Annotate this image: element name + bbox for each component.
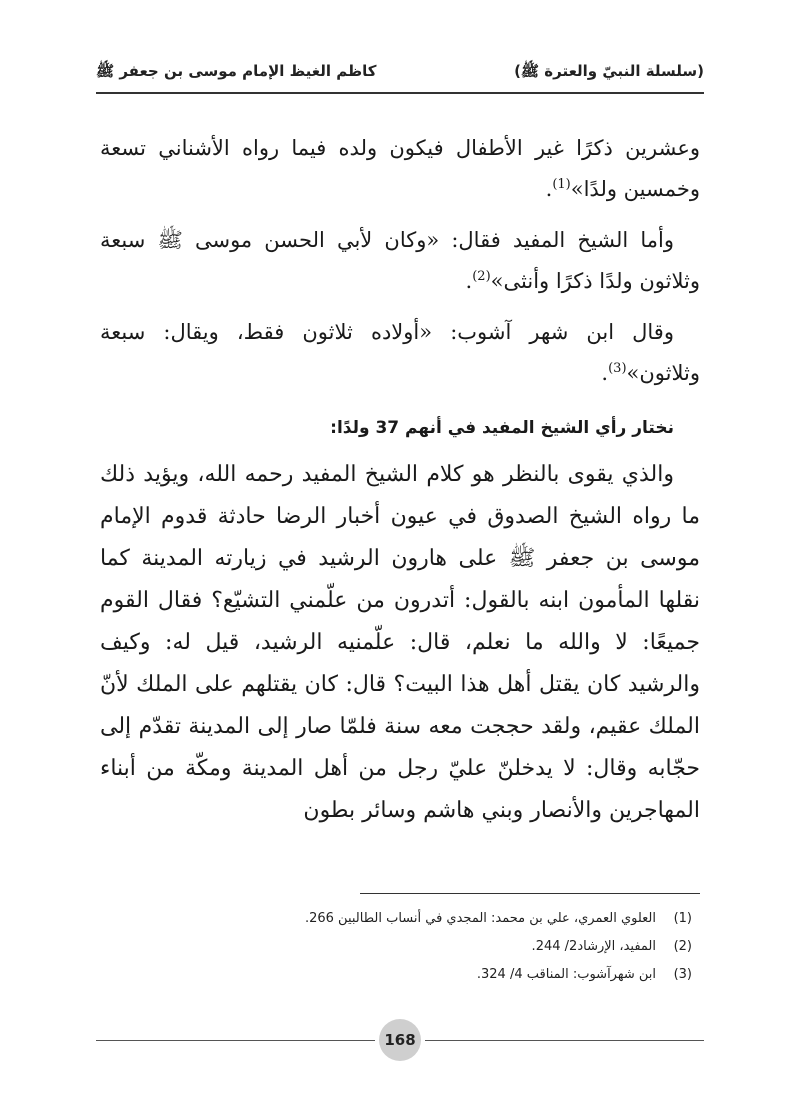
footnote-text: المفيد، الإرشاد2/ 244. <box>531 939 656 954</box>
page-footer <box>96 1020 704 1060</box>
body-text <box>100 128 700 842</box>
paragraph-1 <box>100 128 700 210</box>
footnote-ref-1[interactable]: (1) <box>552 177 571 192</box>
paragraph-1-end: . <box>545 177 553 201</box>
paragraph-3 <box>100 312 700 394</box>
footnote-number: (2) <box>673 939 692 954</box>
running-header <box>96 58 704 88</box>
footnote-number: (1) <box>673 911 692 926</box>
chapter-title: كاظم الغيظ الإمام موسى بن جعفر ﷺ <box>96 62 377 80</box>
footer-line-right <box>425 1040 704 1041</box>
header-divider <box>96 92 704 94</box>
page-number-badge: 168 <box>379 1019 421 1061</box>
footnote-text: العلوي العمري، علي بن محمد: المجدي في أنساب الطالبين 266. <box>304 911 656 926</box>
footnote-number: (3) <box>673 967 692 982</box>
footer-line-left <box>96 1040 375 1041</box>
paragraph-2 <box>100 220 700 302</box>
footnotes <box>100 905 692 989</box>
paragraph-4: والذي يقوى بالنظر هو كلام الشيخ المفيد رحمه الله، ويؤيد ذلك ما رواه الشيخ الصدوق في عيون أخبار الرضا حادثة قدوم الإمام موسى بن جعفر ﷺ على هارون الرشيد في زيارته المدينة كما نقلها المأمون ابنه بالقول: أتدرون من علّمني التشيّع؟ فقال القوم جميعًا: لا والله ما نعلم، قال: علّمنيه الرشيد، قيل له: وكيف والرشيد كان يقتل أهل هذا البيت؟ قال: كان يقتلهم على الملك لأنّ الملك عقيم، ولقد حججت معه سنة فلمّا صار إلى المدينة تقدّم إلى حجّابه وقال: لا يدخلنّ عليّ رجل من أهل المدينة ومكّة من أبناء المهاجرين والأنصار وبني هاشم وسائر بطون <box>100 462 700 823</box>
paragraph-2-end: . <box>465 269 473 293</box>
section-subheading: نختار رأي الشيخ المفيد في أنهم 37 ولدًا: <box>330 418 674 438</box>
footnote-1 <box>100 905 692 933</box>
footnote-ref-2[interactable]: (2) <box>472 269 491 284</box>
paragraph-3-end: . <box>601 361 609 385</box>
footnote-ref-3[interactable]: (3) <box>608 361 627 376</box>
paragraph-1-text: وعشرين ذكرًا غير الأطفال فيكون ولده فيما رواه الأشناني تسعة وخمسين ولدًا» <box>100 136 700 201</box>
paragraph-2-text: وأما الشيخ المفيد فقال: «وكان لأبي الحسن موسى ﷺ سبعة وثلاثون ولدًا ذكرًا وأنثى» <box>100 228 700 293</box>
footnote-divider <box>360 893 700 894</box>
footnote-3 <box>100 961 692 989</box>
footnote-2 <box>100 933 692 961</box>
footnote-text: ابن شهرآشوب: المناقب 4/ 324. <box>476 967 656 982</box>
paragraph-3-text: وقال ابن شهر آشوب: «أولاده ثلاثون فقط، ويقال: سبعة وثلاثون» <box>100 320 700 385</box>
series-title: (سلسلة النبيّ والعترة ﷺ) <box>514 62 704 80</box>
